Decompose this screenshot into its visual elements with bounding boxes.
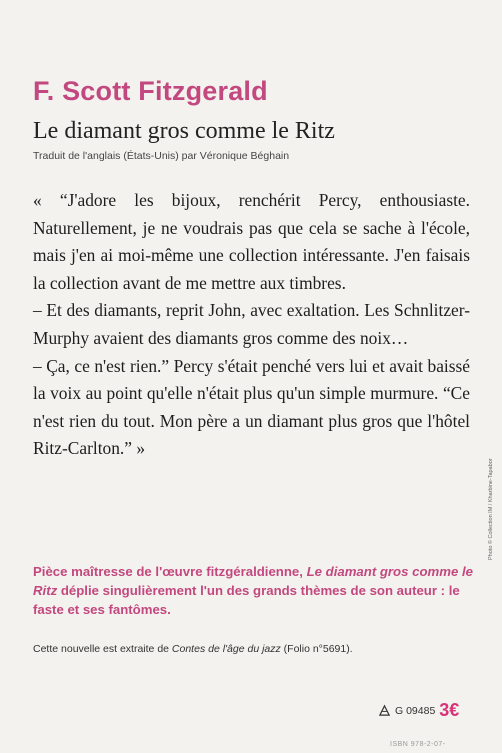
blurb-text: Pièce maîtresse de l'œuvre fitzgéraldienne,	[33, 564, 307, 579]
blurb	[33, 562, 473, 620]
excerpt-paragraph: – Ça, ce n'est rien.” Percy s'était penché vers lui et avait baissé la voix au point qu'elle n'était plus qu'un simple murmure. “Ce n'est rien du tout. Mon père a un diamant plus gros que l'hôtel Ritz-Carlton.” »	[33, 355, 470, 459]
excerpt	[33, 187, 470, 463]
source-text: Cette nouvelle est extraite de	[33, 643, 172, 655]
excerpt-paragraph: – Et des diamants, reprit John, avec exaltation. Les Schnlitzer-Murphy avaient des diamants gros comme des noix…	[33, 300, 470, 348]
translator-credit: Traduit de l'anglais (États-Unis) par Véronique Béghain	[33, 150, 290, 162]
price-code: G 09485	[395, 704, 436, 717]
price: 3€	[439, 700, 460, 720]
source-text-end: (Folio n°5691).	[280, 643, 353, 655]
price-block	[378, 700, 459, 721]
blurb-title: Le diamant gros comme le Ritz	[33, 564, 473, 599]
source-collection-title: Contes de l'âge du jazz	[171, 643, 281, 655]
source-note	[33, 643, 353, 655]
photo-credit: Photo © Collection IM / Kharbine-Tapabor	[488, 458, 494, 560]
excerpt-paragraph: « “J'adore les bijoux, renchérit Percy, enthousiaste. Naturellement, je ne voudrais pas que cela se sache à l'école, mais j'en ai moi-même une collection intéressante. J'en faisais la collection avant de me mettre aux timbres.	[33, 190, 470, 293]
blurb-text-end: déplie singulièrement l'un des grands thèmes de son auteur : le faste et ses fantômes.	[33, 583, 460, 618]
isbn: ISBN 978-2-07-	[390, 741, 446, 748]
author-name: F. Scott Fitzgerald	[33, 76, 268, 106]
book-title: Le diamant gros comme le Ritz	[33, 118, 335, 144]
publisher-logo-icon	[378, 704, 391, 717]
